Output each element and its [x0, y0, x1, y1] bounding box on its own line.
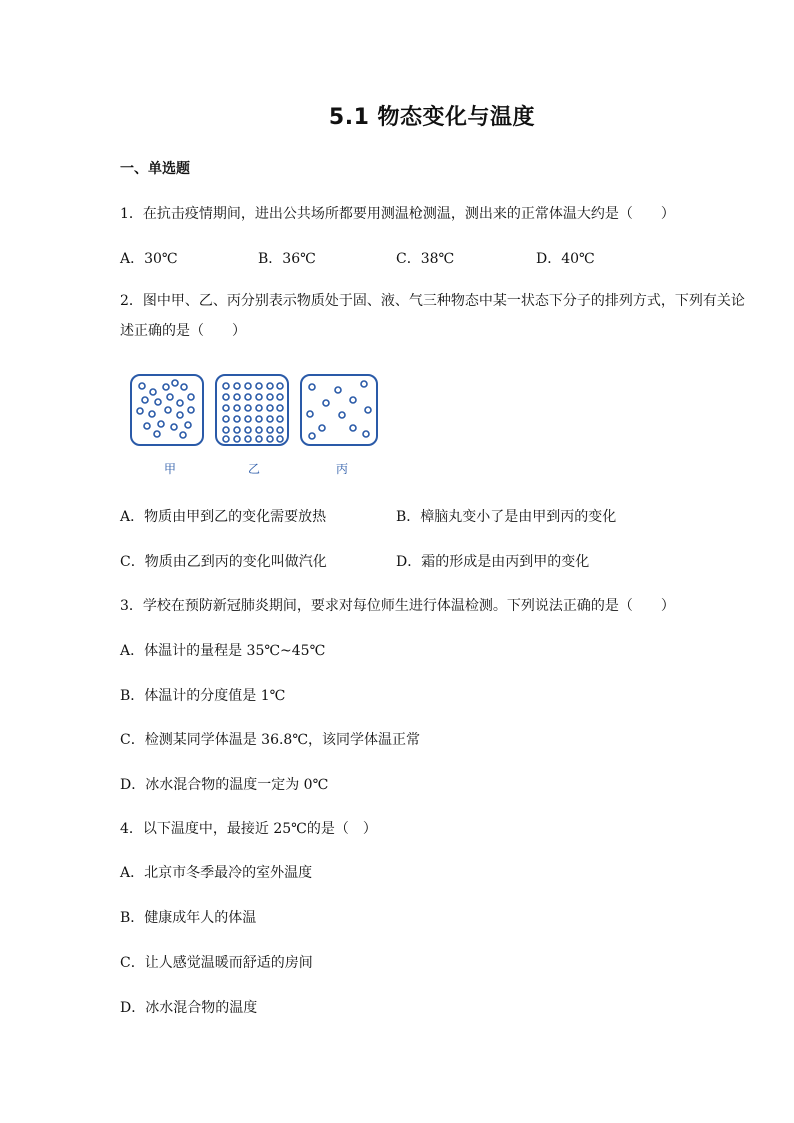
q4-option-a: A．北京市冬季最冷的室外温度	[120, 865, 313, 881]
q3-option-c: C．检测某同学体温是 36.8℃，该同学体温正常	[120, 732, 420, 748]
page-title: 5.1 物态变化与温度	[328, 105, 536, 130]
q4-option-c: C．让人感觉温暖而舒适的房间	[120, 955, 313, 971]
q3-option-d: D．冰水混合物的温度一定为 0℃	[120, 777, 329, 793]
figure-label-bing: 丙	[336, 462, 349, 476]
q1-option-a: A．30℃	[120, 251, 178, 267]
molecules-bing	[307, 381, 371, 439]
q3-option-a: A．体温计的量程是 35℃~45℃	[120, 643, 326, 659]
q3-option-b: B．体温计的分度值是 1℃	[120, 688, 286, 704]
figure-label-jia: 甲	[164, 462, 177, 476]
q1-option-c: C．38℃	[396, 251, 455, 267]
q2-option-b: B．樟脑丸变小了是由甲到丙的变化	[396, 509, 617, 525]
question-1-text: 1．在抗击疫情期间，进出公共场所都要用测温枪测温，测出来的正常体温大约是（ ）	[120, 206, 675, 222]
question-4-text: 4．以下温度中，最接近 25℃的是（ ）	[120, 821, 377, 837]
question-2-text: 2．图中甲、乙、丙分别表示物质处于固、液、气三种物态中某一状态下分子的排列方式，下列有关论述正确的是（ ）	[120, 293, 745, 339]
q4-option-b: B．健康成年人的体温	[120, 910, 257, 926]
molecules-yi	[223, 383, 283, 442]
q1-option-d: D．40℃	[536, 251, 595, 267]
q2-option-c: C．物质由乙到丙的变化叫做汽化	[120, 554, 327, 570]
figure-label-yi: 乙	[248, 462, 261, 476]
molecules-jia	[137, 380, 194, 438]
q2-option-d: D．霜的形成是由丙到甲的变化	[396, 554, 590, 570]
q4-option-d: D．冰水混合物的温度	[120, 1000, 258, 1016]
section-heading: 一、单选题	[120, 161, 190, 177]
q2-option-a: A．物质由甲到乙的变化需要放热	[120, 509, 327, 525]
question-3-text: 3．学校在预防新冠肺炎期间，要求对每位师生进行体温检测。下列说法正确的是（ ）	[120, 598, 675, 614]
q1-option-b: B．36℃	[258, 251, 316, 267]
